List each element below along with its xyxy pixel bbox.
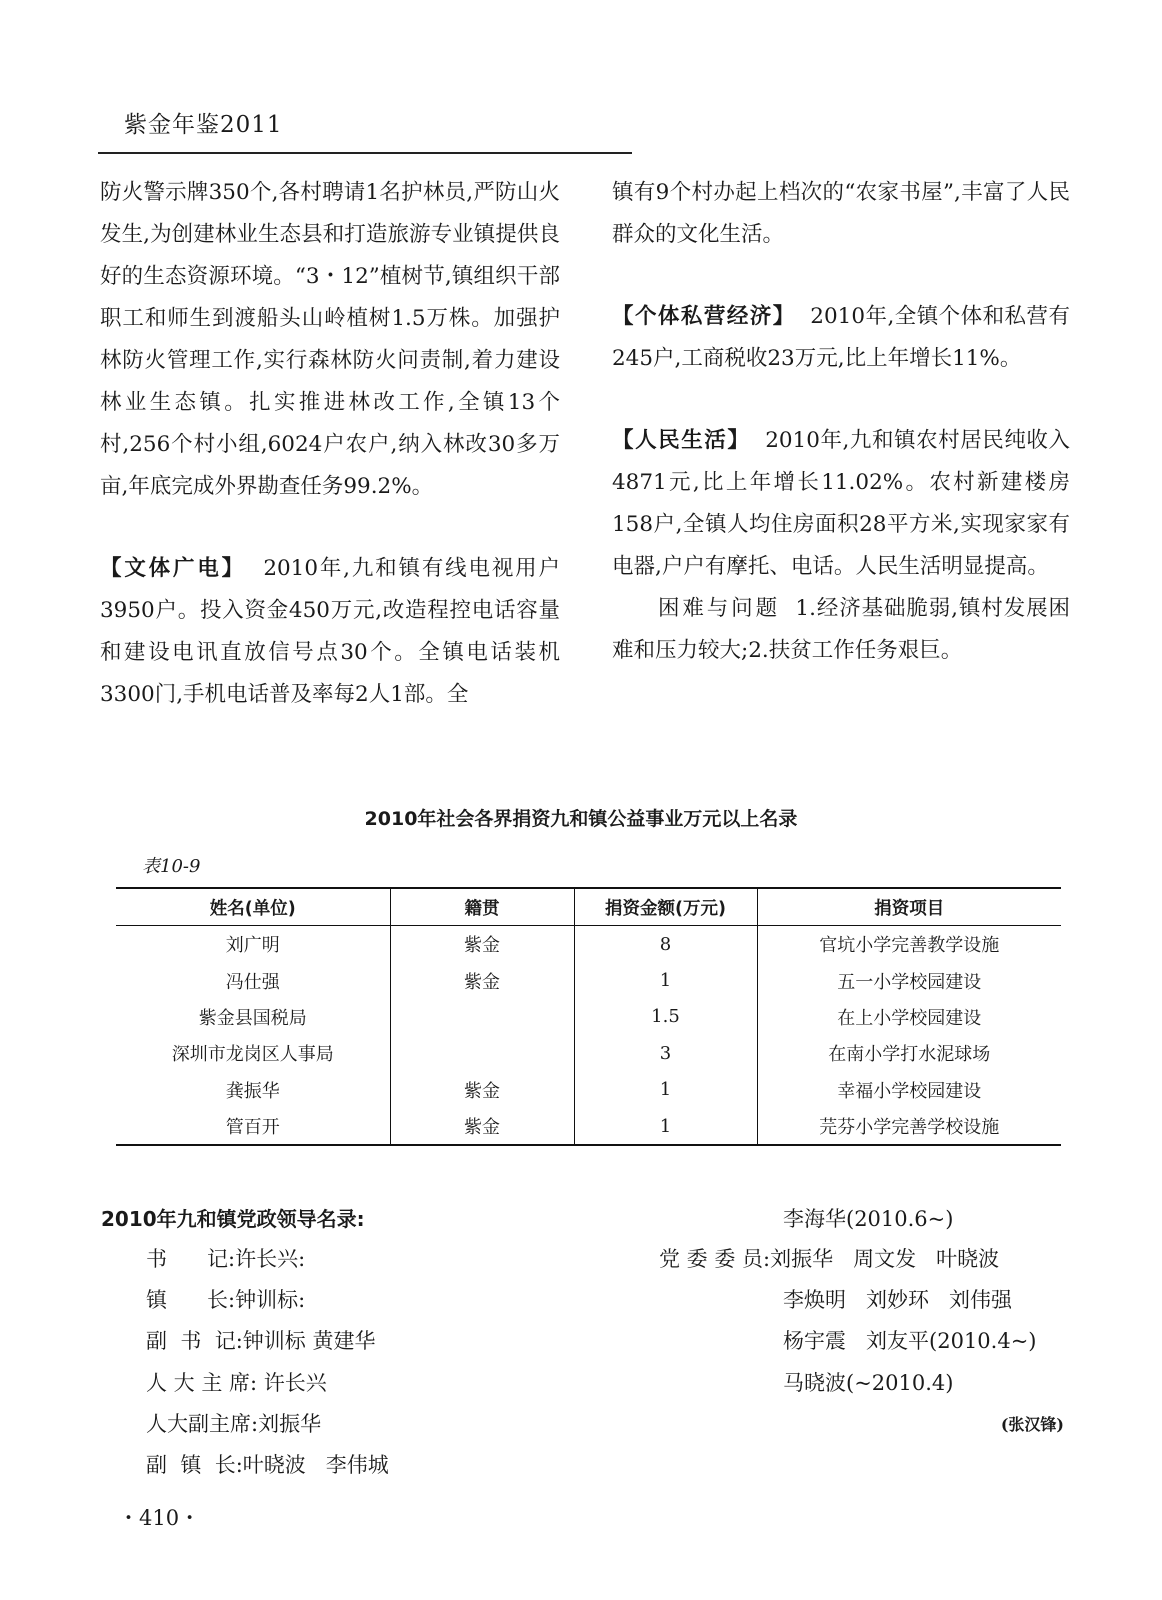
culture-paragraph: [100, 548, 560, 716]
cell-origin: [390, 999, 574, 1035]
leader-right-line-4: 杨宇震 刘友平(2010.4~): [783, 1329, 1037, 1353]
leader-committee-members: 党 委 委 员:刘振华 周文发 叶晓波: [659, 1247, 1000, 1271]
cell-amount: 1.5: [574, 999, 757, 1035]
header-title: 紫金年鉴2011: [124, 112, 283, 138]
private-text: 2010年,全镇个体和私营有245户,工商税收23万元,比上年增长11%。: [612, 304, 1070, 371]
cell-project: 官坑小学完善教学设施: [819, 935, 1000, 957]
header-name: 姓名(单位): [116, 888, 390, 926]
header-amount: 捐资金额(万元): [574, 888, 757, 926]
header-rule: [98, 152, 632, 154]
left-column: [100, 172, 560, 716]
cell-origin: 紫金: [390, 926, 574, 963]
leader-congress-chair: 人 大 主 席: 许长兴: [146, 1371, 327, 1395]
problems-text: 1.经济基础脆弱,镇村发展困难和压力较大;2.扶贫工作任务艰巨。: [612, 596, 1070, 663]
leader-deputy-mayor: 副 镇 长:叶晓波 李伟城: [146, 1453, 389, 1477]
leader-secretary: 书 记:许长兴:: [146, 1247, 306, 1271]
cell-name: 管百开: [116, 1108, 390, 1145]
cell-project: 五一小学校园建设: [837, 971, 982, 993]
problems-label: 困难与问题: [658, 596, 780, 621]
leader-deputy-secretary: 副 书 记:钟训标 黄建华: [146, 1329, 376, 1353]
cell-origin: 紫金: [390, 1072, 574, 1108]
table-header-row: [116, 888, 1061, 926]
cell-name: 冯仕强: [116, 962, 390, 998]
table-row: [116, 926, 1061, 963]
header-project: 捐资项目: [757, 888, 1061, 926]
cell-name: 深圳市龙岗区人事局: [116, 1035, 390, 1071]
life-text: 2010年,九和镇农村居民纯收入4871元,比上年增长11.02%。农村新建楼房158户,全镇人均住房面积28平方米,实现家家有电器,户户有摩托、电话。人民生活明显提高。: [612, 428, 1070, 579]
table-number: 表10-9: [142, 856, 201, 877]
culture-heading: 【文体广电】: [100, 556, 246, 581]
cell-amount: 1: [574, 962, 757, 998]
cell-amount: 3: [574, 1035, 757, 1071]
cell-name: 龚振华: [116, 1072, 390, 1108]
cell-origin: [390, 1035, 574, 1071]
cell-project: 幸福小学校园建设: [837, 1080, 982, 1102]
table-row: [116, 1035, 1061, 1071]
leaders-title: 2010年九和镇党政领导名录:: [101, 1207, 365, 1231]
table-row: [116, 1108, 1061, 1145]
leader-right-line-3: 李焕明 刘妙环 刘伟强: [783, 1288, 1013, 1312]
table-caption: 2010年社会各界捐资九和镇公益事业万元以上名录: [364, 808, 798, 830]
table-row: [116, 999, 1061, 1035]
leader-congress-vice-chair: 人大副主席:刘振华: [146, 1412, 322, 1436]
leader-right-line-5: 马晓波(~2010.4): [783, 1371, 954, 1395]
page-number: ・410・: [118, 1506, 201, 1530]
life-heading: 【人民生活】: [612, 428, 751, 453]
cell-project: 在南小学打水泥球场: [828, 1044, 991, 1066]
table-row: [116, 962, 1061, 998]
cell-project: 芫芬小学完善学校设施: [819, 1117, 1000, 1139]
cell-project: 在上小学校园建设: [837, 1007, 982, 1029]
cell-amount: 1: [574, 1072, 757, 1108]
problems-paragraph: [612, 588, 1070, 672]
right-column: [612, 172, 1070, 672]
header-origin: 籍贯: [390, 888, 574, 926]
author-credit: (张汉锋): [1000, 1415, 1064, 1434]
people-life-paragraph: [612, 420, 1070, 588]
culture-text: 2010年,九和镇有线电视用户3950户。投入资金450万元,改造程控电话容量和建设电讯直放信号点30个。全镇电话装机3300门,手机电话普及率每2人1部。全: [100, 556, 560, 707]
cell-amount: 1: [574, 1108, 757, 1145]
private-heading: 【个体私营经济】: [612, 304, 796, 329]
cell-amount: 8: [574, 926, 757, 963]
leader-mayor: 镇 长:钟训标:: [146, 1288, 306, 1312]
cell-origin: 紫金: [390, 1108, 574, 1145]
donation-table: [116, 887, 1061, 1146]
private-economy-paragraph: [612, 296, 1070, 380]
table-row: [116, 1072, 1061, 1108]
cell-name: 紫金县国税局: [116, 999, 390, 1035]
leader-right-line-1: 李海华(2010.6~): [783, 1207, 954, 1231]
forestry-paragraph: 防火警示牌350个,各村聘请1名护林员,严防山火发生,为创建林业生态县和打造旅游专业镇提供良好的生态资源环境。“3・12”植树节,镇组织干部职工和师生到渡船头山岭植树1.5万株。加强护林防火管理工作,实行森林防火问责制,着力建设林业生态镇。扎实推进林改工作,全镇13个村,256个村小组,6024户农户,纳入林改30多万亩,年底完成外界勘查任务99.2%。: [100, 180, 560, 499]
cell-name: 刘广明: [116, 926, 390, 963]
culture-continued: 镇有9个村办起上档次的“农家书屋”,丰富了人民群众的文化生活。: [612, 180, 1070, 247]
cell-origin: 紫金: [390, 962, 574, 998]
